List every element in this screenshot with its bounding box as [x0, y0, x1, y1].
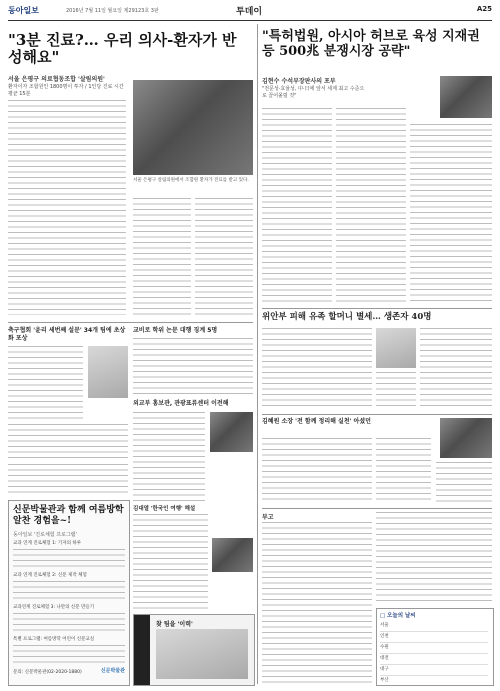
newspaper-logo: 동아일보 — [8, 6, 39, 15]
weather-row: 대전 — [380, 654, 488, 665]
story5-body — [133, 412, 205, 502]
story1-body-col3 — [195, 198, 253, 315]
weather-row: 인천 — [380, 632, 488, 643]
story2-body-col1 — [262, 108, 332, 303]
story1-headline: "3분 진료?… 우리 의사-환자가 반성해요" — [8, 31, 237, 67]
brief-body — [8, 464, 128, 494]
story2-portrait — [440, 76, 492, 118]
people2-body-col1 — [262, 438, 372, 504]
people-headline: 위안부 피해 유족 할머니 별세… 생존자 40명 — [262, 312, 432, 322]
weather-row: 수원 — [380, 643, 488, 654]
weather-row: 대구 — [380, 665, 488, 676]
divider-right-1 — [262, 308, 492, 309]
story3-body — [8, 346, 83, 421]
story5-photo — [210, 412, 253, 452]
notice-contact: 문의: 신문박물관(02-2020-1880) — [13, 670, 82, 675]
ad-box — [133, 614, 255, 686]
notice-box — [8, 500, 130, 686]
weather-box — [376, 608, 494, 686]
story1-subhead: 서울 은평구 의료협동조합 '살림의원' — [8, 76, 105, 83]
story2-body-col2 — [336, 108, 406, 303]
story2-body-col3 — [410, 124, 492, 303]
ad-side-bar — [134, 615, 150, 685]
obituary-label: 부고 — [262, 514, 274, 521]
notice-item-4: 특별 프로그램: 여름방학 어린이 신문교실 — [13, 637, 95, 642]
weather-row: 서울 — [380, 621, 488, 632]
obituary-body-col1 — [262, 522, 372, 684]
notice-item-2: 교과 연계 진로체험 2: 신문 제작 체험 — [13, 573, 87, 578]
issue-date: 2016년 7월 11일 월요일 제29123호 3판 — [66, 8, 159, 14]
obituary-body-col2 — [376, 512, 492, 604]
page-number: A25 — [476, 5, 492, 13]
ad-label: 찾 팀을 '이력' — [156, 621, 193, 628]
section-title: 투데이 — [236, 7, 263, 17]
story4-body — [133, 338, 253, 394]
people-body-col2 — [420, 328, 492, 410]
story5-subhead: 김대열 '한국인 여행' 해설 — [133, 506, 196, 512]
notice-item-1: 교과 연계 진로체험 1: 기자의 하루 — [13, 541, 82, 546]
notice-subtitle: 동아일보 '진로체험 프로그램' — [13, 532, 77, 538]
people-headline-2: 김혜원 소장 '전 함께 정리해 실천' 아셨던 — [262, 418, 371, 425]
ad-image — [156, 629, 248, 679]
notice-logo: 신문박물관 — [100, 668, 125, 674]
notice-item-1-body — [13, 549, 125, 569]
story3-photo — [88, 346, 128, 398]
story2-subhead2: "전문성·효율성, 中·日에 앞서 세계 최고 수준으로 끌어올릴 것" — [262, 86, 365, 99]
story1-photo-caption: 서울 은평구 살림의원에서 조합원 환자가 진료를 받고 있다. — [133, 178, 249, 183]
notice-item-4-body — [13, 645, 125, 663]
notice-item-3: 교과연계 진로체험 3: 나만의 신문 만들기 — [13, 605, 95, 610]
divider-left-1 — [8, 322, 253, 323]
people-photo — [376, 328, 416, 368]
story4-headline: 교비로 학위 논문 대행 징계 5명 — [133, 327, 218, 334]
people-body-col1 — [262, 328, 372, 410]
weather-title: □ 오늘의 날씨 — [380, 613, 416, 619]
column-divider — [257, 24, 258, 684]
story3-body-2 — [8, 424, 128, 460]
story1-body-col1 — [8, 100, 126, 315]
notice-item-2-body — [13, 581, 125, 601]
story3-headline: 축구협회 '윤리 세번째 설문' 34개 팀에 초상화 포상 — [8, 327, 126, 342]
story2-subhead: 김현수 수석부장판사의 포부 — [262, 78, 336, 85]
page-header — [8, 4, 492, 21]
story1-subhead2: 환자이자 조합원인 1800명이 투자 / 1인당 진료 시간 평균 15분 — [8, 84, 124, 97]
people2-portrait — [440, 418, 492, 458]
story5-body-2 — [133, 514, 208, 610]
story1-photo — [133, 80, 253, 175]
divider-right-2 — [262, 414, 492, 415]
people-body-col3 — [376, 372, 416, 410]
story2-headline: "특허법원, 아시아 허브로 육성 지재권 등 500兆 분쟁시장 공략" — [262, 29, 480, 59]
notice-title: 신문박물관과 함께 여름방학 알찬 경험을~! — [13, 505, 124, 526]
weather-row: 부산 — [380, 678, 389, 683]
people2-body-col3 — [436, 462, 492, 504]
story1-body-col2 — [133, 198, 191, 315]
story5-headline: 외교부 홍보관, 관광표류센터 이전해 — [133, 400, 229, 407]
people2-body-col2 — [376, 438, 431, 504]
divider-right-3 — [262, 508, 492, 509]
notice-item-3-body — [13, 613, 125, 633]
story5-portrait — [212, 538, 253, 572]
